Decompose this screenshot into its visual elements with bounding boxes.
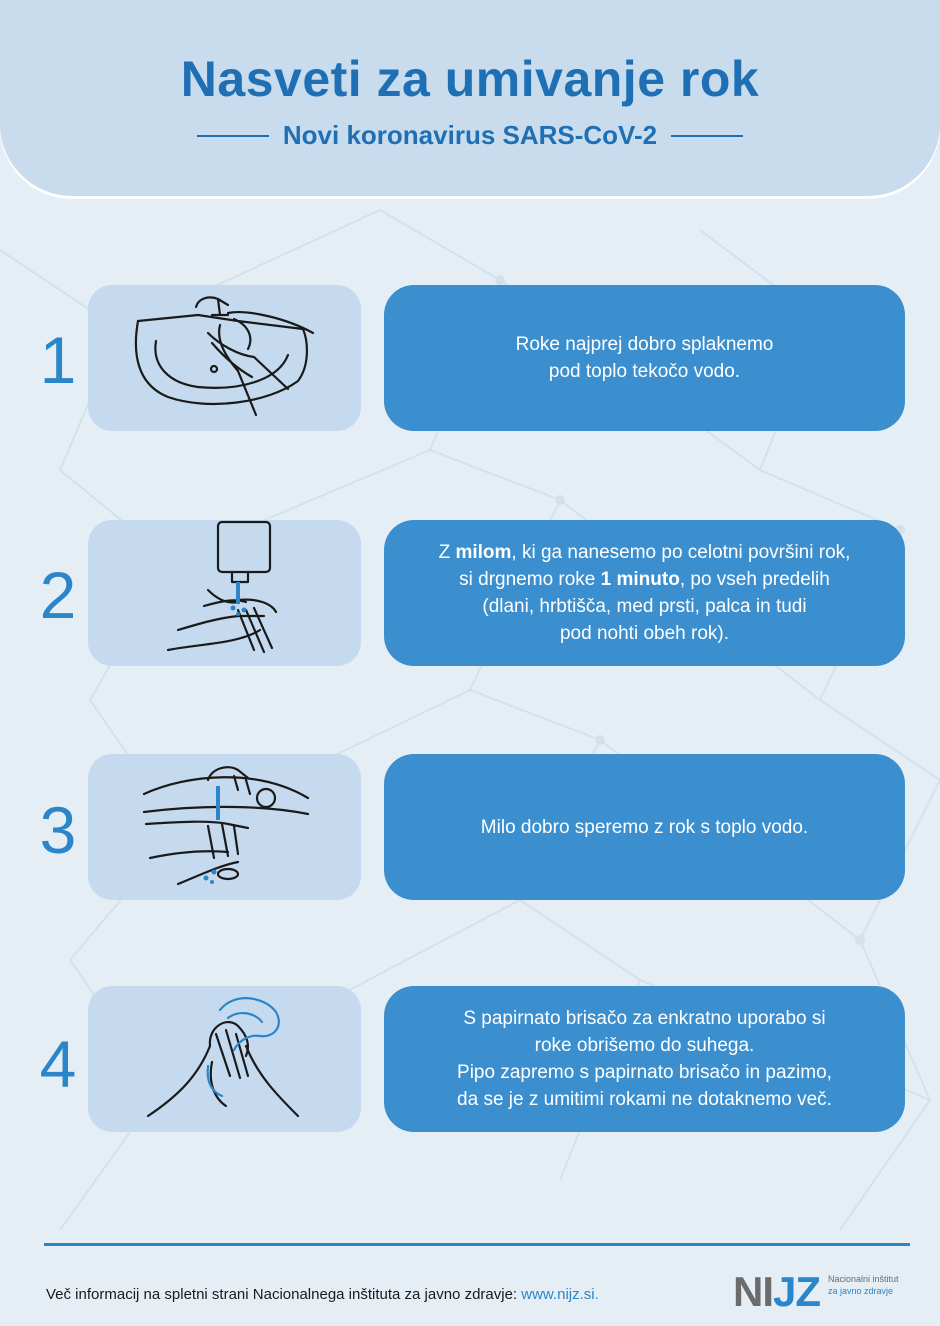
step-4-number: 4 [39, 1027, 77, 1101]
step-2-text-part-3: si drgnemo roke [459, 569, 601, 590]
step-2-emphasis-soap: milom [455, 542, 512, 563]
step-1-text-line-2: pod toplo tekočo vodo. [548, 361, 741, 382]
step-4-text-line-3: Pipo zapremo s papirnato brisačo in pazimo, [457, 1062, 832, 1083]
step-1-illustration [88, 285, 361, 431]
hands-under-faucet-icon [88, 285, 361, 431]
step-2-instruction-card [384, 520, 905, 666]
logo-ni: NI [733, 1268, 773, 1315]
footer-divider [44, 1243, 910, 1246]
step-3-instruction-card [384, 754, 905, 900]
page-title: Nasveti za umivanje rok [180, 51, 760, 107]
page-subtitle: Novi koronavirus SARS-CoV-2 [282, 120, 658, 150]
footer-website-link[interactable]: www.nijz.si. [521, 1286, 599, 1303]
step-2-emphasis-duration: 1 minuto [600, 569, 680, 590]
step-3-illustration [88, 754, 361, 900]
step-3-number: 3 [39, 793, 77, 867]
subtitle-divider-left [197, 135, 269, 137]
step-4-instruction-card [384, 986, 905, 1132]
footer-info [46, 1286, 599, 1303]
step-2-text-part-1: Z [438, 542, 456, 563]
soap-dispenser-icon [88, 520, 361, 666]
step-4-illustration [88, 986, 361, 1132]
step-2-illustration [88, 520, 361, 666]
step-1-instruction-card [384, 285, 905, 431]
rinsing-hands-icon [88, 754, 361, 900]
step-2-text-part-6: pod nohti obeh rok). [559, 623, 729, 644]
footer-info-text: Več informacij na spletni strani Nacionalnega inštituta za javno zdravje: [46, 1286, 518, 1303]
subtitle-row [0, 120, 940, 151]
step-4-text-line-1: S papirnato brisačo za enkratno uporabo si [463, 1008, 826, 1029]
step-2-text-part-4: , po vseh predelih [679, 569, 830, 590]
nijz-logo [733, 1268, 820, 1316]
logo-tagline-line-2: za javno zdravje [828, 1286, 894, 1296]
step-1-number: 1 [39, 323, 77, 397]
step-1-text-line-1: Roke najprej dobro splaknemo [515, 334, 774, 355]
step-2-number: 2 [39, 558, 77, 632]
step-2-text-part-5: (dlani, hrbtišča, med prsti, palca in tudi [482, 596, 807, 617]
step-3-text-line-1: Milo dobro speremo z rok s toplo vodo. [480, 816, 809, 838]
header-banner [0, 0, 940, 196]
logo-jz: JZ [773, 1268, 821, 1315]
step-4-text-line-2: roke obrišemo do suhega. [534, 1035, 755, 1056]
step-2-text-part-2: , ki ga nanesemo po celotni površini rok, [511, 542, 851, 563]
paper-towel-icon [88, 986, 361, 1132]
step-4-text-line-4: da se je z umitimi rokami ne dotaknemo več. [457, 1089, 832, 1110]
logo-tagline-line-1: Nacionalni inštitut [828, 1274, 899, 1284]
subtitle-divider-right [671, 135, 743, 137]
